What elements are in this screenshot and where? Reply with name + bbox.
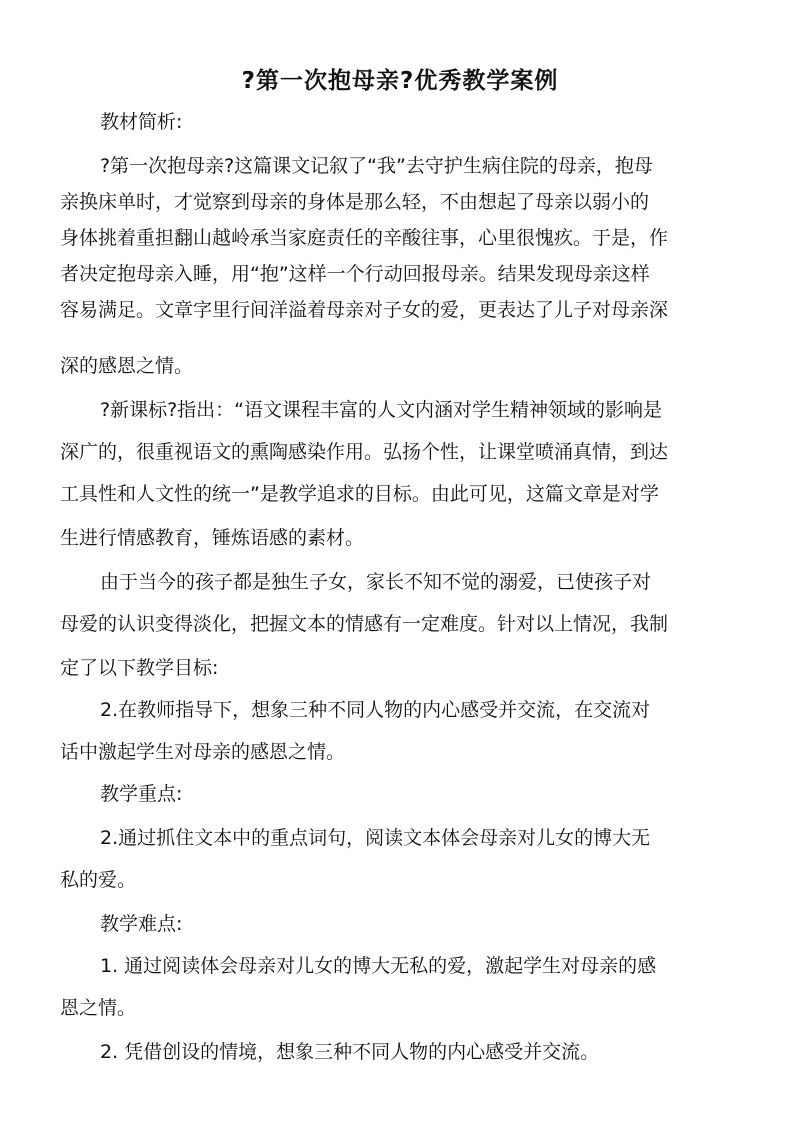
- text-line: 恩之情。: [60, 997, 137, 1019]
- text-line: 教材简析:: [100, 111, 183, 133]
- text-line: 者决定抱母亲入睡，用“抱”这样一个行动回报母亲。结果发现母亲这样: [60, 263, 650, 285]
- text-line: 深广的，很重视语文的熏陶感染作用。弘扬个性，让课堂喷涌真情，到达: [60, 441, 669, 463]
- section-heading: 教学难点:: [100, 913, 183, 935]
- text-line: 2.在教师指导下，想象三种不同人物的内心感受并交流，在交流对: [100, 699, 651, 721]
- text-line: 2. 凭借创设的情境，想象三种不同人物的内心感受并交流。: [100, 1041, 600, 1063]
- text-line: 身体挑着重担翻山越岭承当家庭责任的辛酸往事，心里很愧疚。于是，作: [60, 227, 669, 249]
- text-line: ?第一次抱母亲?这篇课文记叙了“我”去守护生病住院的母亲，抱母: [100, 155, 653, 177]
- text-line: 容易满足。文章字里行间洋溢着母亲对子女的爱，更表达了儿子对母亲深: [60, 299, 669, 321]
- section-heading: 教学重点:: [100, 783, 183, 805]
- text-line: 生进行情感教育，锤炼语感的素材。: [60, 527, 365, 549]
- text-line: 深的感恩之情。: [60, 355, 194, 377]
- text-line: 1. 通过阅读体会母亲对儿女的博大无私的爱，激起学生对母亲的感: [100, 955, 657, 977]
- document-title: ?第一次抱母亲?优秀教学案例: [241, 68, 559, 94]
- text-line: 私的爱。: [60, 869, 137, 891]
- text-line: 2.通过抓住文本中的重点词句，阅读文本体会母亲对儿女的博大无: [100, 827, 651, 849]
- text-line: ?新课标?指出：“语文课程丰富的人文内涵对学生精神领域的影响是: [100, 399, 663, 421]
- text-line: 由于当今的孩子都是独生子女，家长不知不觉的溺爱，已使孩子对: [100, 571, 652, 593]
- text-line: 母爱的认识变得淡化，把握文本的情感有一定难度。针对以上情况，我制: [60, 613, 669, 635]
- text-line: 定了以下教学目标:: [60, 657, 219, 679]
- text-line: 工具性和人文性的统一”是教学追求的目标。由此可见，这篇文章是对学: [60, 483, 659, 505]
- text-line: 亲换床单时，才觉察到母亲的身体是那么轻，不由想起了母亲以弱小的: [60, 191, 650, 213]
- text-line: 话中激起学生对母亲的感恩之情。: [60, 741, 346, 763]
